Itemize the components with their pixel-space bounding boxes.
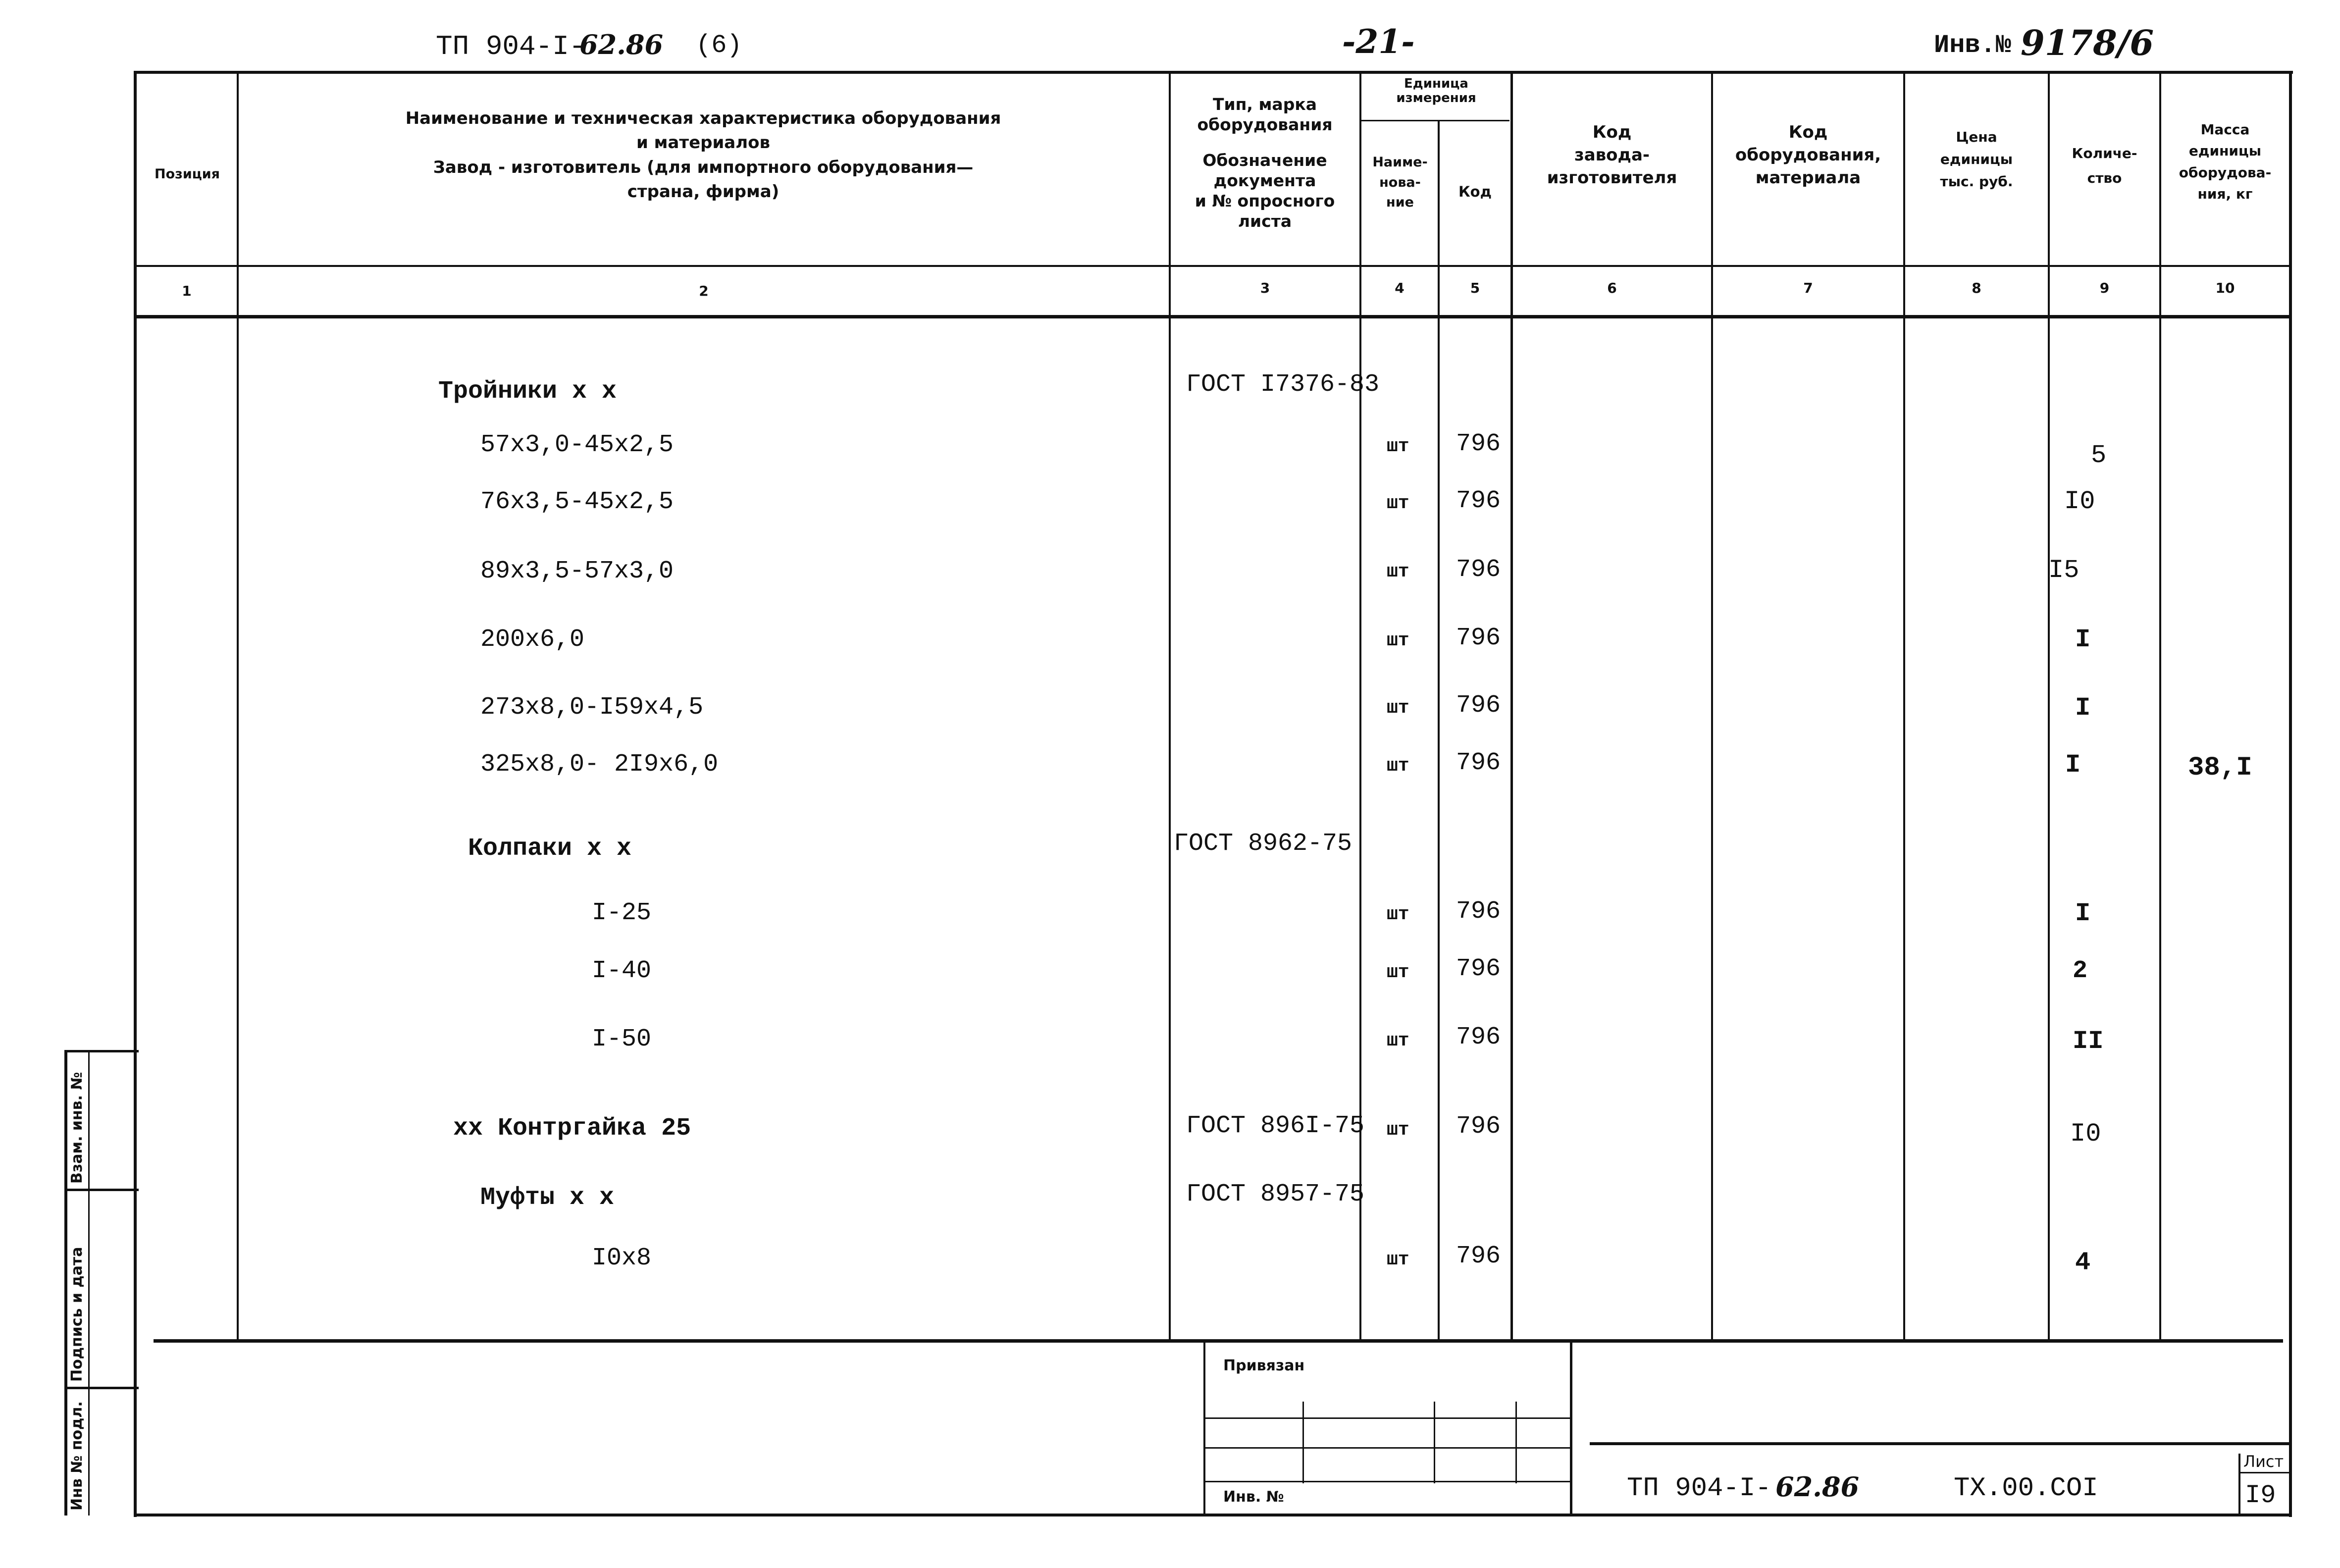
- item-code: 796: [1456, 430, 1501, 458]
- item-name: хх Контргайка 25: [453, 1114, 691, 1143]
- doc-prefix: ТП 904-I-: [436, 31, 586, 62]
- item-unit: шт: [1387, 630, 1409, 651]
- header-mass-line: оборудова-: [2179, 164, 2272, 181]
- title-doc-number: 62.86: [1775, 1471, 1860, 1503]
- item-name: I-40: [592, 957, 652, 985]
- header-name-line: Завод - изготовитель (для импортного оборудования—: [433, 157, 974, 177]
- item-unit: шт: [1387, 904, 1409, 925]
- item-group-name: Муфты х х: [480, 1184, 615, 1212]
- inv-number: 9178/6: [2021, 22, 2154, 63]
- item-group-name: Тройники х х: [438, 377, 617, 406]
- item-unit: шт: [1387, 561, 1409, 582]
- header-equipment-code-line: материала: [1755, 167, 1861, 188]
- header-unit-name-line: нова-: [1379, 174, 1421, 190]
- header-plant-code-line: завода-: [1574, 145, 1650, 165]
- header-quantity-line: Количе-: [2072, 145, 2137, 161]
- item-qty: I: [2075, 625, 2091, 654]
- header-price-line: Цена: [1956, 129, 1997, 145]
- header-unit-line: Единица: [1404, 76, 1468, 91]
- header-mass-line: Масса: [2200, 121, 2250, 138]
- side-stamp-replacement-inv: Взам. инв. №: [68, 1072, 86, 1184]
- header-type-line: листа: [1238, 211, 1292, 231]
- item-qty: 2: [2073, 957, 2088, 985]
- item-code: 796: [1456, 556, 1501, 584]
- header-type-line: документа: [1213, 170, 1316, 190]
- item-name: 325х8,0- 2I9х6,0: [480, 750, 719, 779]
- column-number: 5: [1470, 280, 1480, 296]
- side-stamp-signature-date: Подпись и дата: [68, 1247, 86, 1382]
- header-type-line: и № опросного: [1195, 191, 1335, 210]
- item-code: 796: [1456, 1112, 1501, 1141]
- header-equipment-code-line: оборудования,: [1735, 145, 1881, 165]
- header-plant-code-line: изготовителя: [1547, 167, 1677, 188]
- header-type-column: [1171, 94, 1359, 232]
- inv-label: Инв.№: [1934, 31, 2012, 60]
- item-code: 796: [1456, 897, 1501, 926]
- item-name: 200х6,0: [480, 626, 585, 654]
- item-code: 796: [1456, 691, 1501, 720]
- header-equipment-code-line: Код: [1788, 122, 1828, 142]
- header-quantity-line: ство: [2087, 170, 2122, 187]
- item-unit: шт: [1387, 697, 1409, 719]
- header-name-line: Наименование и техническая характеристика оборудования: [405, 108, 1001, 128]
- item-unit: шт: [1387, 493, 1409, 514]
- header-name-column: [239, 106, 1168, 204]
- item-name: I-50: [592, 1025, 652, 1053]
- item-code: 796: [1456, 624, 1501, 652]
- item-doc: ГОСТ I7376-83: [1186, 370, 1380, 399]
- header-mass: [2161, 119, 2289, 205]
- header-unit-line: измерения: [1396, 90, 1476, 105]
- header-mass-line: единицы: [2188, 143, 2262, 159]
- title-doc-code: ТХ.00.СОI: [1954, 1473, 2098, 1504]
- header-position: Позиция: [154, 166, 220, 182]
- page-number: -21-: [1342, 22, 1415, 61]
- header-plant-code: [1513, 121, 1711, 190]
- item-unit: шт: [1387, 1249, 1409, 1270]
- header-mass-line: ния, кг: [2197, 186, 2253, 203]
- item-code: 796: [1456, 955, 1501, 983]
- item-name: 76х3,5-45х2,5: [480, 488, 674, 516]
- item-qty: I: [2075, 899, 2091, 928]
- item-doc: ГОСТ 8962-75: [1174, 830, 1352, 858]
- item-group-name: Колпаки х х: [468, 835, 632, 863]
- sheet-paren: (6): [696, 31, 742, 60]
- column-number: 7: [1803, 280, 1813, 296]
- sheet-number: I9: [2245, 1481, 2276, 1510]
- item-unit: шт: [1387, 1030, 1409, 1051]
- column-number: 8: [1972, 280, 1981, 296]
- item-unit: шт: [1387, 1119, 1409, 1141]
- item-qty: I5: [2048, 556, 2080, 585]
- item-qty: I: [2065, 750, 2081, 780]
- item-code: 796: [1456, 749, 1501, 777]
- item-unit: шт: [1387, 436, 1409, 457]
- header-type-line: Тип, марка: [1213, 95, 1317, 114]
- header-name-line: страна, фирма): [627, 181, 780, 202]
- item-qty: I0: [2064, 487, 2095, 516]
- column-number: 4: [1395, 280, 1404, 296]
- header-price-line: единицы: [1940, 151, 2013, 167]
- side-stamp-original-inv: Инв № подл.: [68, 1401, 86, 1511]
- header-unit-name: [1362, 153, 1438, 213]
- bound-label: Привязан: [1223, 1357, 1305, 1374]
- column-number: 1: [182, 283, 192, 299]
- column-number: 6: [1607, 280, 1617, 296]
- item-name: 57х3,0-45х2,5: [480, 431, 674, 459]
- column-number: 3: [1260, 280, 1270, 296]
- item-code: 796: [1456, 1023, 1501, 1051]
- header-unit-code: Код: [1458, 183, 1492, 200]
- doc-number: 62.86: [579, 29, 664, 60]
- header-type-line: Обозначение: [1202, 150, 1327, 170]
- item-qty: II: [2073, 1027, 2104, 1056]
- item-qty: I0: [2070, 1119, 2101, 1149]
- item-qty: 4: [2075, 1248, 2091, 1277]
- sheet-label: Лист: [2243, 1452, 2284, 1471]
- item-unit: шт: [1387, 755, 1409, 777]
- header-price: [1905, 126, 2048, 193]
- column-number: 10: [2215, 280, 2235, 296]
- header-plant-code-line: Код: [1592, 122, 1632, 142]
- header-unit-name-line: ние: [1386, 195, 1414, 210]
- bound-inv-label: Инв. №: [1223, 1488, 1284, 1506]
- column-number: 2: [699, 283, 709, 299]
- column-number: 9: [2099, 280, 2110, 296]
- item-code: 796: [1456, 487, 1501, 515]
- header-quantity: [2050, 141, 2159, 191]
- item-name: 273х8,0-I59х4,5: [480, 693, 704, 722]
- item-unit: шт: [1387, 962, 1409, 983]
- item-name: I-25: [592, 899, 652, 927]
- item-code: 796: [1456, 1242, 1501, 1270]
- title-doc-prefix: ТП 904-I-: [1627, 1473, 1771, 1504]
- item-qty: 5: [2091, 441, 2107, 470]
- item-mass: 38,I: [2188, 753, 2252, 783]
- item-doc: ГОСТ 8957-75: [1186, 1180, 1365, 1208]
- item-doc: ГОСТ 896I-75: [1186, 1112, 1365, 1140]
- header-unit-group: [1362, 77, 1510, 105]
- item-qty: I: [2075, 693, 2091, 723]
- item-name: I0х8: [592, 1244, 652, 1272]
- header-equipment-code: [1713, 121, 1903, 190]
- item-name: 89х3,5-57х3,0: [480, 557, 674, 585]
- header-name-line: и материалов: [636, 133, 771, 153]
- header-price-line: тыс. руб.: [1940, 173, 2013, 190]
- header-type-line: оборудования: [1197, 115, 1333, 135]
- header-unit-name-line: Наиме-: [1372, 155, 1428, 170]
